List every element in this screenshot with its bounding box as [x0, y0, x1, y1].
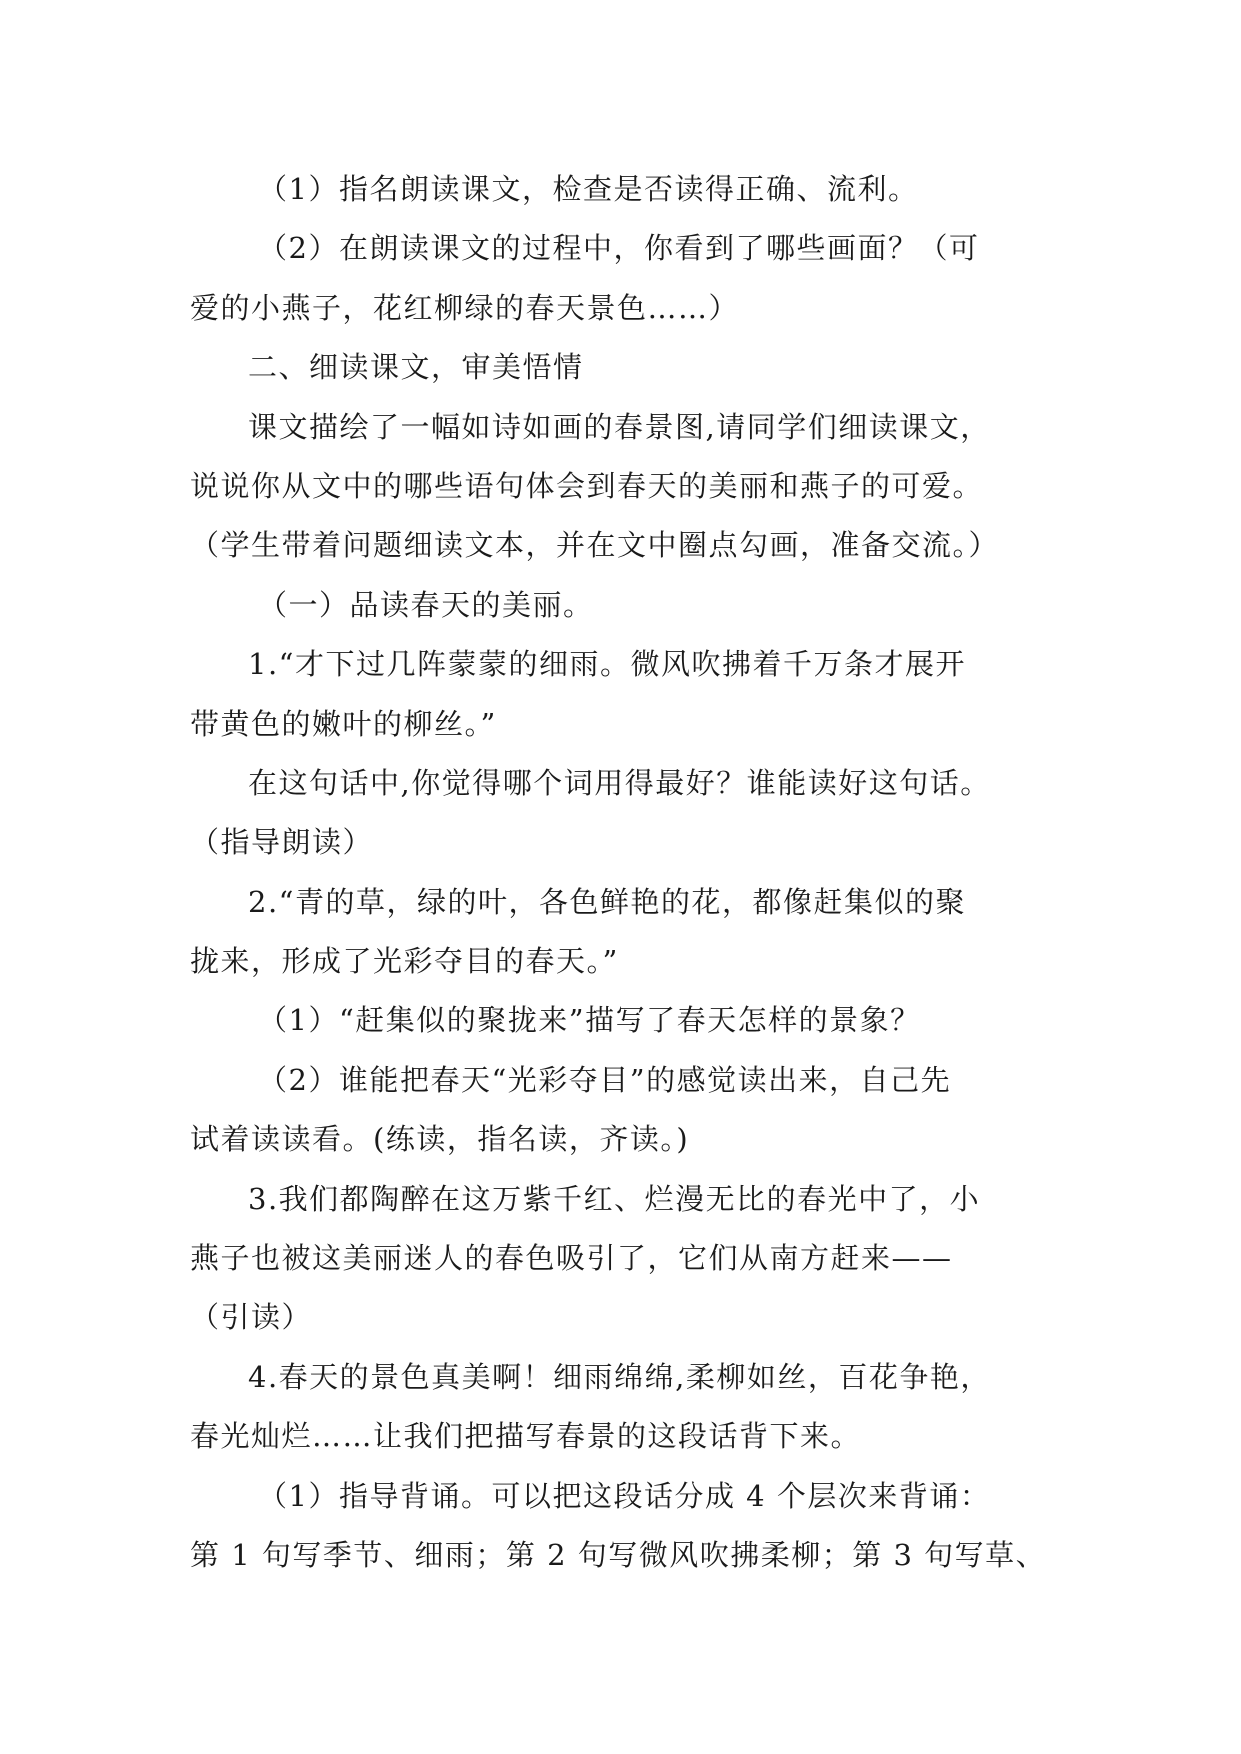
text-line: （1）指导背诵。可以把这段话分成 4 个层次来背诵： [258, 1478, 991, 1513]
text-line: 二、细读课文，审美悟情 [248, 350, 584, 385]
text-line: 说说你从文中的哪些语句体会到春天的美丽和燕子的可爱。 [190, 468, 984, 503]
text-line: （学生带着问题细读文本，并在文中圈点勾画，准备交流。） [190, 528, 1000, 563]
body-text [190, 160, 1052, 1585]
text-line: 第 1 句写季节、细雨；第 2 句写微风吹拂柔柳；第 3 句写草、 [190, 1537, 1047, 1572]
text-line: 课文描绘了一幅如诗如画的春景图,请同学们细读课文， [248, 409, 991, 444]
text-line: 拢来，形成了光彩夺目的春天。” [190, 944, 619, 979]
text-line: 春光灿烂……让我们把描写春景的这段话背下来。 [190, 1419, 862, 1454]
text-line: （2）在朗读课文的过程中，你看到了哪些画面？（可 [258, 231, 980, 266]
text-line: 带黄色的嫩叶的柳丝。” [190, 706, 497, 741]
text-line: 爱的小燕子，花红柳绿的春天景色……） [190, 290, 740, 325]
text-line: （1）指名朗读课文，检查是否读得正确、流利。 [258, 172, 919, 206]
text-line: 1.“才下过几阵蒙蒙的细雨。微风吹拂着千万条才展开 [248, 647, 966, 682]
text-line: （1）“赶集似的聚拢来”描写了春天怎样的景象？ [258, 1003, 921, 1038]
text-line: （2）谁能把春天“光彩夺目”的感觉读出来，自己先 [258, 1062, 952, 1097]
text-line: 试着读读看。(练读，指名读，齐读。) [190, 1122, 690, 1157]
text-line: 燕子也被这美丽迷人的春色吸引了，它们从南方赶来—— [190, 1241, 953, 1276]
text-line: （指导朗读） [190, 825, 374, 860]
text-line: 在这句话中,你觉得哪个词用得最好？谁能读好这句话。 [248, 765, 991, 800]
text-line: 2.“青的草，绿的叶，各色鲜艳的花，都像赶集似的聚 [248, 884, 966, 919]
text-line: 3.我们都陶醉在这万紫千红、烂漫无比的春光中了，小 [248, 1181, 981, 1216]
text-line: 4.春天的景色真美啊！细雨绵绵,柔柳如丝，百花争艳， [248, 1359, 991, 1394]
text-line: （引读） [190, 1300, 313, 1335]
text-line: （一）品读春天的美丽。 [258, 587, 594, 622]
